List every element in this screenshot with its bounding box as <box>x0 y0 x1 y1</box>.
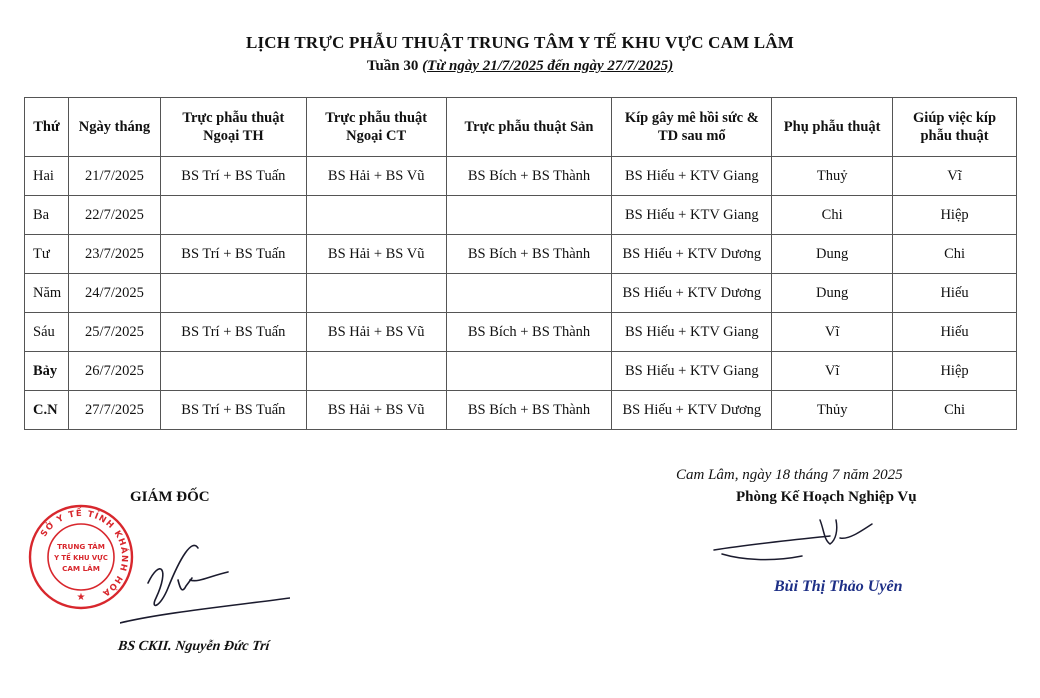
cell-phu-phau-thuat: Chi <box>772 196 893 235</box>
cell-giup-viec: Chi <box>893 235 1017 274</box>
director-name: BS CKII. Nguyễn Đức Trí <box>117 639 271 654</box>
cell-san <box>446 196 612 235</box>
cell-phu-phau-thuat: Vĩ <box>772 352 893 391</box>
cell-giup-viec: Hiếu <box>893 313 1017 352</box>
cell-ngoai-ct <box>306 352 446 391</box>
table-row <box>25 235 1017 274</box>
cell-day: Bảy <box>25 352 69 391</box>
cell-gay-me: BS Hiếu + KTV Giang <box>612 352 772 391</box>
cell-ngoai-th <box>160 352 306 391</box>
cell-date: 26/7/2025 <box>68 352 160 391</box>
cell-san: BS Bích + BS Thành <box>446 313 612 352</box>
cell-phu-phau-thuat: Thuỷ <box>772 157 893 196</box>
header-gay-me: Kíp gây mê hồi sức & TD sau mổ <box>612 98 772 157</box>
cell-gay-me: BS Hiếu + KTV Giang <box>612 196 772 235</box>
cell-gay-me: BS Hiếu + KTV Dương <box>612 391 772 430</box>
cell-date: 24/7/2025 <box>68 274 160 313</box>
cell-ngoai-ct <box>306 196 446 235</box>
header-phu-phau-thuat: Phụ phẫu thuật <box>772 98 893 157</box>
header-ngoai-th: Trực phẫu thuật Ngoại TH <box>160 98 306 157</box>
header-ngoai-ct: Trực phẫu thuật Ngoại CT <box>306 98 446 157</box>
cell-day: Tư <box>25 235 69 274</box>
cell-date: 23/7/2025 <box>68 235 160 274</box>
svg-text:TRUNG TÂM: TRUNG TÂM <box>57 542 105 551</box>
cell-gay-me: BS Hiếu + KTV Giang <box>612 157 772 196</box>
cell-day: Năm <box>25 274 69 313</box>
schedule-table <box>24 97 1017 430</box>
date-range: (Từ ngày 21/7/2025 đến ngày 27/7/2025) <box>422 58 674 74</box>
cell-giup-viec: Vĩ <box>893 157 1017 196</box>
cell-ngoai-th: BS Trí + BS Tuấn <box>160 157 306 196</box>
cell-giup-viec: Hiếu <box>893 274 1017 313</box>
cell-san <box>446 352 612 391</box>
cell-day: C.N <box>25 391 69 430</box>
cell-ngoai-th: BS Trí + BS Tuấn <box>160 313 306 352</box>
cell-ngoai-ct <box>306 274 446 313</box>
cell-gay-me: BS Hiếu + KTV Dương <box>612 274 772 313</box>
cell-ngoai-th <box>160 196 306 235</box>
cell-day: Hai <box>25 157 69 196</box>
director-title: GIÁM ĐỐC <box>130 489 210 505</box>
cell-san: BS Bích + BS Thành <box>446 157 612 196</box>
svg-text:CAM LÂM: CAM LÂM <box>62 564 100 573</box>
table-row <box>25 157 1017 196</box>
table-row <box>25 352 1017 391</box>
cell-day: Ba <box>25 196 69 235</box>
document-title: LỊCH TRỰC PHẪU THUẬT TRUNG TÂM Y TẾ KHU VỰC CAM LÂM <box>245 33 795 52</box>
cell-giup-viec: Chi <box>893 391 1017 430</box>
department-signature <box>712 510 902 575</box>
place-date: Cam Lâm, ngày 18 tháng 7 năm 2025 <box>676 467 903 483</box>
seal-center-text <box>53 542 108 573</box>
cell-ngoai-ct: BS Hải + BS Vũ <box>306 235 446 274</box>
cell-ngoai-th: BS Trí + BS Tuấn <box>160 235 306 274</box>
director-signature <box>120 528 290 638</box>
cell-gay-me: BS Hiếu + KTV Dương <box>612 235 772 274</box>
table-row <box>25 391 1017 430</box>
cell-ngoai-th <box>160 274 306 313</box>
header-date: Ngày tháng <box>68 98 160 157</box>
header-day: Thứ <box>25 98 69 157</box>
cell-ngoai-th: BS Trí + BS Tuấn <box>160 391 306 430</box>
header-san: Trực phẫu thuật Sản <box>446 98 612 157</box>
svg-text:Y TẾ KHU VỰC: Y TẾ KHU VỰC <box>54 554 108 562</box>
cell-ngoai-ct: BS Hải + BS Vũ <box>306 313 446 352</box>
cell-san: BS Bích + BS Thành <box>446 391 612 430</box>
cell-date: 27/7/2025 <box>68 391 160 430</box>
header-giup-viec: Giúp việc kíp phẫu thuật <box>893 98 1017 157</box>
week-label: Tuần 30 <box>366 58 419 74</box>
cell-ngoai-ct: BS Hải + BS Vũ <box>306 391 446 430</box>
cell-phu-phau-thuat: Vĩ <box>772 313 893 352</box>
document-subtitle <box>0 58 1040 75</box>
cell-ngoai-ct: BS Hải + BS Vũ <box>306 157 446 196</box>
cell-giup-viec: Hiệp <box>893 196 1017 235</box>
signer-name: Bùi Thị Thảo Uyên <box>774 578 903 595</box>
cell-date: 25/7/2025 <box>68 313 160 352</box>
cell-phu-phau-thuat: Dung <box>772 235 893 274</box>
cell-san <box>446 274 612 313</box>
cell-phu-phau-thuat: Thủy <box>772 391 893 430</box>
cell-san: BS Bích + BS Thành <box>446 235 612 274</box>
cell-day: Sáu <box>25 313 69 352</box>
table-row <box>25 313 1017 352</box>
seal-ring-text: SỞ Y TẾ TỈNH KHÁNH HÒA <box>39 508 130 599</box>
cell-gay-me: BS Hiếu + KTV Giang <box>612 313 772 352</box>
cell-date: 22/7/2025 <box>68 196 160 235</box>
cell-phu-phau-thuat: Dung <box>772 274 893 313</box>
table-header-row <box>25 98 1017 157</box>
table-row <box>25 196 1017 235</box>
table-row <box>25 274 1017 313</box>
department-name: Phòng Kế Hoạch Nghiệp Vụ <box>736 489 917 505</box>
cell-giup-viec: Hiệp <box>893 352 1017 391</box>
cell-date: 21/7/2025 <box>68 157 160 196</box>
seal-star-icon: ★ <box>76 592 86 603</box>
